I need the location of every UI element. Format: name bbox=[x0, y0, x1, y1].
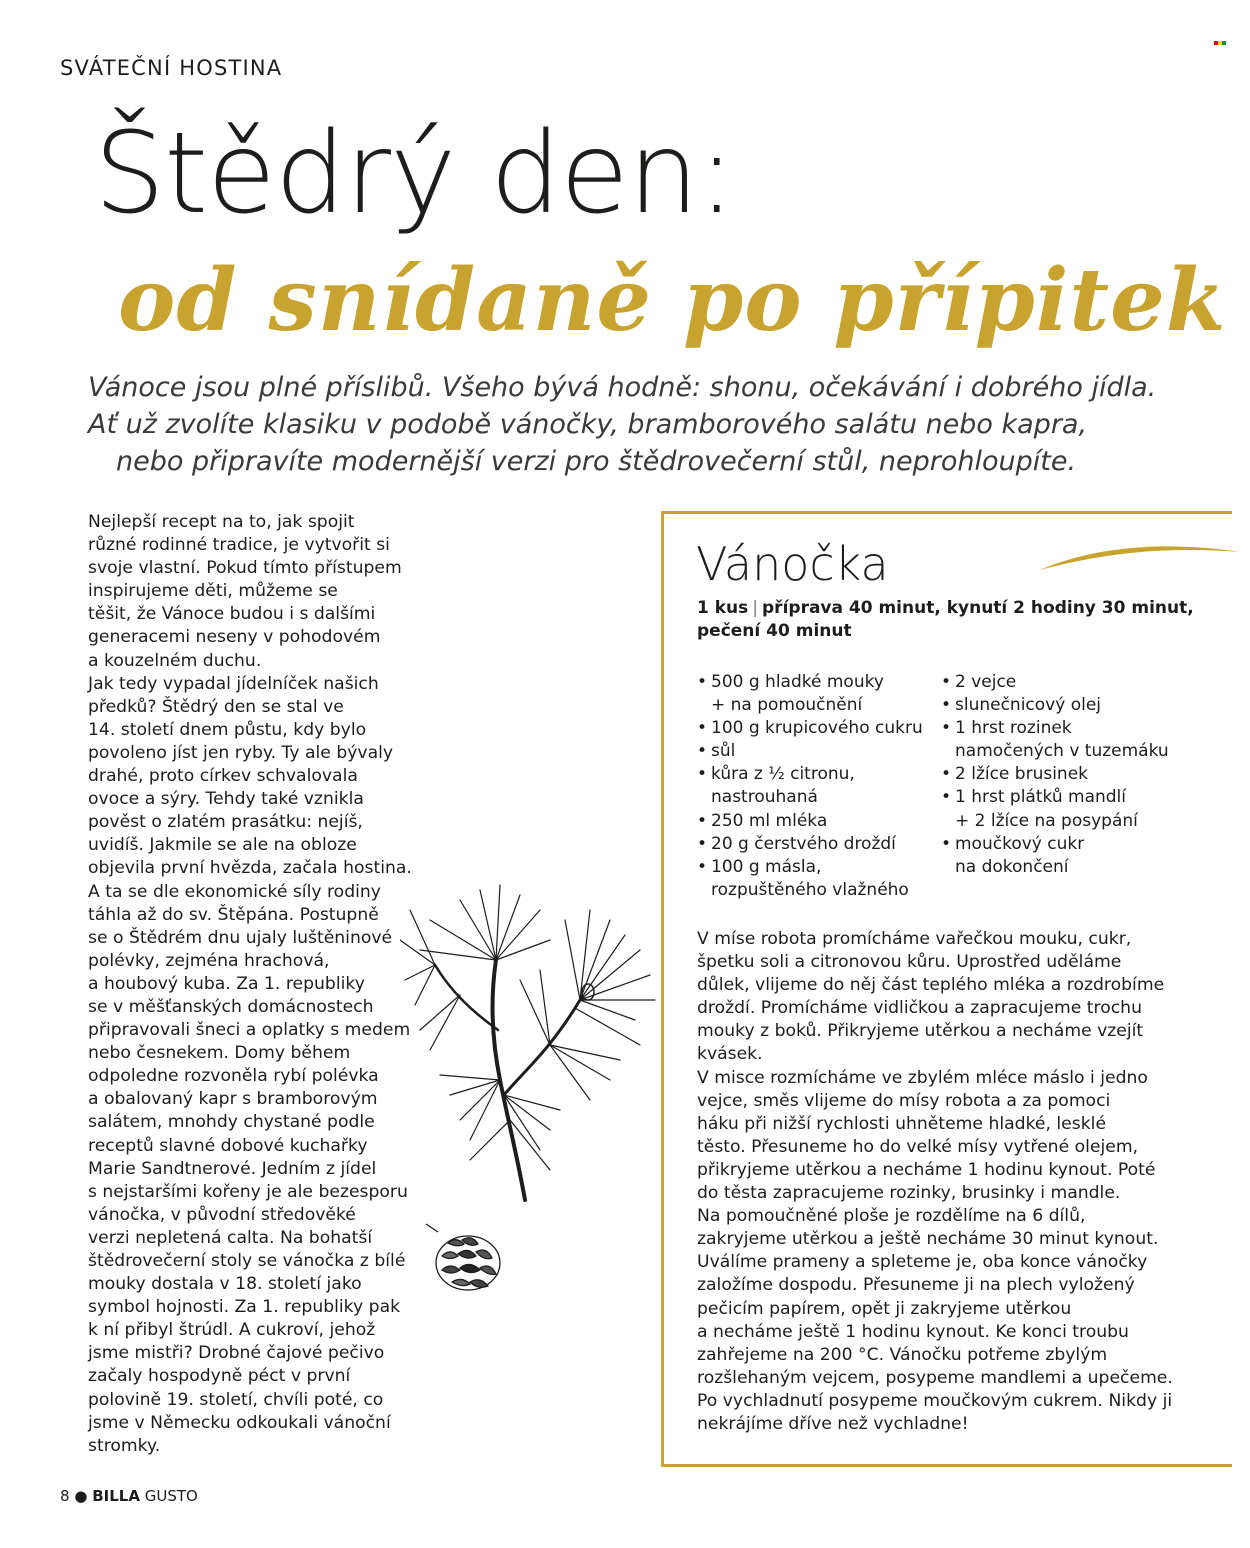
method-line: droždí. Promícháme vidličkou a zapracujeme trochu bbox=[697, 998, 1142, 1019]
ingredient-text: moučkový cukr bbox=[955, 833, 1085, 854]
body-line: připravovali šneci a oplatky s medem bbox=[88, 1020, 411, 1041]
page-title: Štědrý den: bbox=[94, 109, 735, 239]
ingredient-text: 20 g čerstvého droždí bbox=[711, 833, 896, 854]
method-line: špetku soli a citronovou kůru. Uprostřed uděláme bbox=[697, 952, 1122, 973]
ingredient-text: 500 g hladké mouky bbox=[711, 672, 884, 692]
recipe-times: příprava 40 minut, kynutí 2 hodiny 30 minut, bbox=[762, 598, 1194, 618]
ingredient-text: 100 g másla, bbox=[711, 856, 822, 877]
ingredient-text: namočených v tuzemáku bbox=[955, 741, 1169, 762]
method-line: háku při nižší rychlosti uhněteme hladké, lesklé bbox=[697, 1113, 1107, 1134]
body-line: verzi nepletená calta. Na bohatší bbox=[88, 1227, 373, 1248]
lead-line: Ať už zvolíte klasiku v podobě vánočky, bramborového salátu nebo kapra, bbox=[88, 409, 1088, 440]
bullet-icon: • bbox=[697, 741, 708, 762]
body-line: a obalovaný kapr s bramborovým bbox=[88, 1089, 378, 1110]
meta-separator: | bbox=[752, 598, 759, 618]
body-line: táhla až do sv. Štěpána. Postupně bbox=[88, 904, 379, 925]
ingredient-text: 100 g krupicového cukru bbox=[711, 718, 923, 739]
ingredient-item bbox=[941, 833, 1169, 856]
bullet-icon: • bbox=[697, 764, 708, 785]
ingredient-item bbox=[941, 740, 1169, 763]
page-subtitle: od snídaně po přípitek bbox=[118, 250, 1227, 351]
ingredient-text: 1 hrst rozinek bbox=[955, 718, 1072, 739]
bullet-icon: • bbox=[941, 672, 952, 692]
ingredient-item bbox=[941, 810, 1169, 833]
bullet-icon: • bbox=[697, 718, 708, 739]
ingredient-item bbox=[697, 671, 923, 694]
body-line: salátem, mnohdy chystané podle bbox=[88, 1112, 375, 1133]
body-line: jsme v Německu odkoukali vánoční bbox=[88, 1412, 391, 1433]
ingredient-text: na dokončení bbox=[955, 856, 1069, 877]
method-line: rozšlehaným vejcem, posypeme mandlemi a upečeme. bbox=[697, 1367, 1173, 1388]
method-line: Na pomoučněné ploše je rozdělíme na 6 dílů, bbox=[697, 1206, 1086, 1227]
brand-name: BILLA bbox=[92, 1487, 140, 1505]
ingredient-item bbox=[941, 694, 1169, 717]
body-line: nebo česnekem. Domy během bbox=[88, 1043, 351, 1064]
body-line: pověst o zlatém prasátku: nejíš, bbox=[88, 812, 363, 833]
ingredient-item bbox=[697, 833, 923, 856]
bullet-icon: • bbox=[697, 672, 708, 692]
body-line: polovině 19. století, chvíli poté, co bbox=[88, 1389, 384, 1410]
lead-paragraph bbox=[88, 369, 1188, 480]
body-line: k ní přibyl štrúdl. A cukroví, jehož bbox=[88, 1320, 376, 1341]
recipe-title: Vánočka bbox=[696, 537, 889, 591]
method-line: důlek, vlijeme do něj část teplého mléka a rozdrobíme bbox=[697, 975, 1165, 996]
pine-branch-illustration bbox=[400, 880, 670, 1210]
ingredient-item bbox=[697, 786, 923, 809]
ingredient-text: + na pomoučnění bbox=[711, 695, 863, 716]
method-line: zahřejeme na 200 °C. Vánočku potřeme zbylým bbox=[697, 1344, 1108, 1365]
recipe-yield: 1 kus bbox=[697, 598, 749, 618]
body-line: začaly hospodyně péct v první bbox=[88, 1366, 351, 1387]
body-line: s nejstaršími kořeny je ale bezesporu bbox=[88, 1181, 408, 1202]
bullet-icon: • bbox=[941, 695, 952, 716]
body-line: drahé, proto církev schvalovala bbox=[88, 766, 358, 787]
body-line: receptů slavné dobové kuchařky bbox=[88, 1135, 368, 1156]
method-line: založíme dospodu. Přesuneme ji na plech vyložený bbox=[697, 1275, 1135, 1296]
bullet-icon: • bbox=[941, 764, 952, 785]
method-line: nekrájíme dříve než vychladne! bbox=[697, 1413, 969, 1434]
body-line: polévky, zejména hrachová, bbox=[88, 950, 330, 971]
body-line: svoje vlastní. Pokud tímto přístupem bbox=[88, 558, 402, 579]
method-line: přikryjeme utěrkou a necháme 1 hodinu kynout. Poté bbox=[697, 1159, 1156, 1180]
body-line: stromky. bbox=[88, 1435, 161, 1456]
method-line: do těsta zapracujeme rozinky, brusinky i mandle. bbox=[697, 1183, 1121, 1204]
body-line: vánočka, v původní středověké bbox=[88, 1204, 356, 1225]
body-line: Jak tedy vypadal jídelníček našich bbox=[88, 673, 379, 694]
body-line: se o Štědrém dnu ujaly luštěninové bbox=[88, 927, 393, 948]
lead-line: nebo připravíte modernější verzi pro štědrovečerní stůl, neprohloupíte. bbox=[116, 446, 1077, 477]
body-line: odpoledne rozvoněla rybí polévka bbox=[88, 1066, 379, 1087]
body-line: objevila první hvězda, začala hostina. bbox=[88, 858, 412, 879]
body-line: Nejlepší recept na to, jak spojit bbox=[88, 512, 355, 532]
magazine-name: GUSTO bbox=[144, 1487, 198, 1505]
body-line: a houbový kuba. Za 1. republiky bbox=[88, 973, 365, 994]
method-line: vejce, směs vlijeme do mísy robota a za pomoci bbox=[697, 1090, 1111, 1111]
body-line: a kouzelném duchu. bbox=[88, 650, 262, 671]
method-line: kvásek. bbox=[697, 1044, 763, 1065]
color-marks bbox=[1214, 30, 1226, 49]
ingredient-item bbox=[941, 717, 1169, 740]
body-line: inspirujeme děti, můžeme se bbox=[88, 581, 338, 602]
ingredient-item bbox=[941, 763, 1169, 786]
bullet-icon: • bbox=[941, 833, 952, 854]
ingredients-list-left bbox=[697, 671, 923, 902]
ingredient-text: rozpuštěného vlažného bbox=[711, 879, 909, 900]
body-line: symbol hojnosti. Za 1. republiky pak bbox=[88, 1297, 401, 1318]
ingredient-item bbox=[697, 740, 923, 763]
bullet-icon: • bbox=[941, 718, 952, 739]
body-line: ovoce a sýry. Tehdy také vznikla bbox=[88, 789, 364, 810]
ingredient-item bbox=[941, 671, 1169, 694]
bullet-icon: • bbox=[697, 833, 708, 854]
ingredient-item bbox=[697, 717, 923, 740]
decorative-swoosh bbox=[1040, 540, 1240, 580]
bullet-icon: • bbox=[697, 810, 708, 831]
body-line: těšit, že Vánoce budou i s dalšími bbox=[88, 604, 376, 625]
ingredients-list-right bbox=[941, 671, 1169, 879]
method-line: pečicím papírem, opět ji zakryjeme utěrkou bbox=[697, 1298, 1072, 1319]
method-line: zakryjeme utěrkou a ještě necháme 30 minut kynout. bbox=[697, 1229, 1159, 1250]
ingredient-text: 2 lžíce brusinek bbox=[955, 764, 1089, 785]
body-line: jsme mistři? Drobné čajové pečivo bbox=[88, 1343, 385, 1364]
ingredient-text: sůl bbox=[711, 741, 736, 762]
ingredient-text: 2 vejce bbox=[955, 672, 1017, 692]
ingredient-text: + 2 lžíce na posypání bbox=[955, 810, 1138, 831]
ingredient-item bbox=[697, 763, 923, 786]
body-line: povoleno jíst jen ryby. Ty ale bývaly bbox=[88, 742, 394, 763]
body-line: různé rodinné tradice, je vytvořit si bbox=[88, 535, 390, 556]
recipe-meta bbox=[697, 597, 1194, 643]
method-line: V míse robota promícháme vařečkou mouku, cukr, bbox=[697, 929, 1132, 949]
ingredient-item bbox=[697, 879, 923, 902]
ingredient-text: slunečnicový olej bbox=[955, 695, 1102, 716]
body-line: předků? Štědrý den se stal ve bbox=[88, 696, 344, 717]
body-line: A ta se dle ekonomické síly rodiny bbox=[88, 881, 381, 902]
ingredient-item bbox=[697, 810, 923, 833]
recipe-method bbox=[697, 928, 1197, 1436]
lead-line: Vánoce jsou plné příslibů. Všeho bývá hodně: shonu, očekávání i dobrého jídla. bbox=[88, 372, 1157, 403]
ingredient-item bbox=[697, 694, 923, 717]
ingredient-text: nastrouhaná bbox=[711, 787, 818, 808]
pine-cone-illustration bbox=[418, 1218, 508, 1298]
ingredient-item bbox=[941, 786, 1169, 809]
ingredient-text: 1 hrst plátků mandlí bbox=[955, 787, 1126, 808]
body-line: uvidíš. Jakmile se ale na obloze bbox=[88, 835, 357, 856]
method-line: Uválíme prameny a spleteme je, oba konce vánočky bbox=[697, 1252, 1148, 1273]
bullet-icon: ● bbox=[74, 1487, 88, 1505]
recipe-times-cont: pečení 40 minut bbox=[697, 621, 852, 641]
body-line: štědrovečerní stoly se vánočka z bílé bbox=[88, 1251, 406, 1271]
body-line: Marie Sandtnerové. Jedním z jídel bbox=[88, 1158, 377, 1179]
method-line: a necháme ještě 1 hodinu kynout. Ke konci troubu bbox=[697, 1321, 1129, 1342]
method-line: mouky z boků. Přikryjeme utěrkou a necháme vzejít bbox=[697, 1021, 1144, 1042]
body-line: se v měšťanských domácnostech bbox=[88, 996, 374, 1017]
method-line: V misce rozmícháme ve zbylém mléce máslo i jedno bbox=[697, 1067, 1148, 1088]
ingredient-item bbox=[941, 856, 1169, 879]
body-line: mouky dostala v 18. století jako bbox=[88, 1274, 362, 1295]
bullet-icon: • bbox=[941, 787, 952, 808]
body-line: 14. století dnem půstu, kdy bylo bbox=[88, 719, 367, 740]
page-footer bbox=[60, 1487, 198, 1505]
method-line: těsto. Přesuneme ho do velké mísy vytřené olejem, bbox=[697, 1136, 1139, 1157]
article-body bbox=[88, 511, 418, 1458]
bullet-icon: • bbox=[697, 856, 708, 877]
page-number: 8 bbox=[60, 1487, 70, 1505]
ingredient-text: kůra z ½ citronu, bbox=[711, 764, 855, 785]
method-line: Po vychladnutí posypeme moučkovým cukrem. Nikdy ji bbox=[697, 1390, 1173, 1411]
ingredient-item bbox=[697, 856, 923, 879]
section-label: SVÁTEČNÍ HOSTINA bbox=[60, 56, 283, 80]
body-line: generacemi neseny v pohodovém bbox=[88, 627, 381, 648]
ingredient-text: 250 ml mléka bbox=[711, 810, 828, 831]
